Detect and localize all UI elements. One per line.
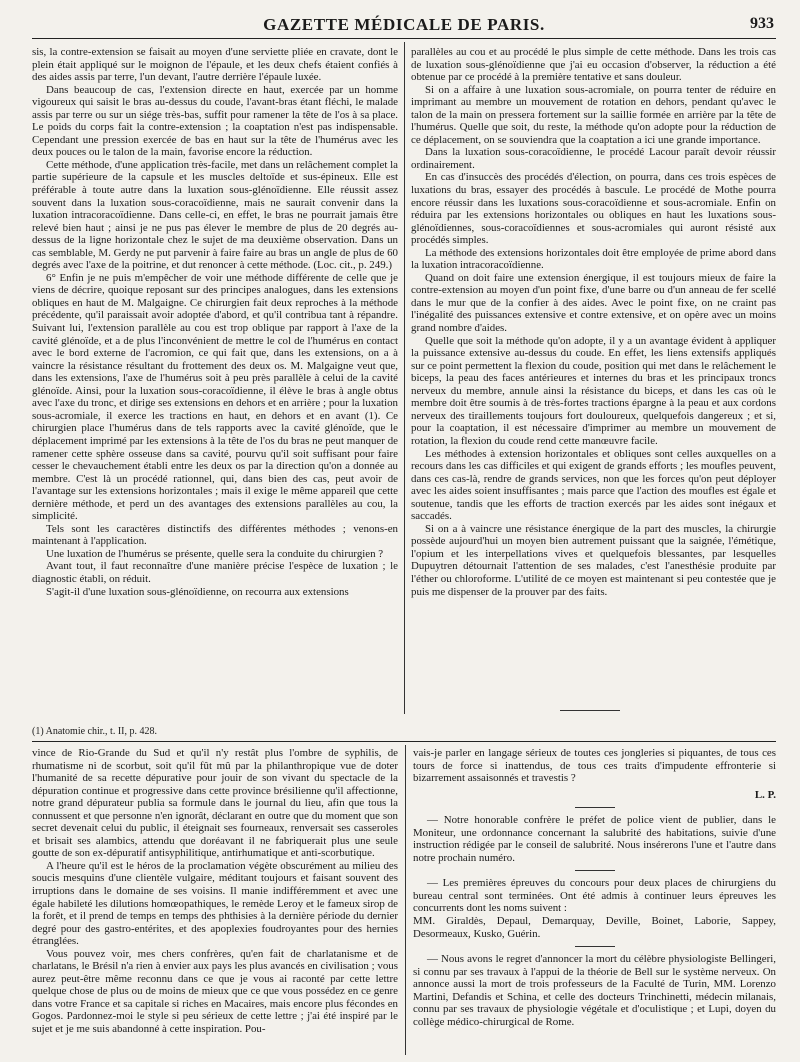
paragraph: 6° Enfin je ne puis m'empêcher de voir une méthode différente de celle que je viens de décrire, quoique reposant sur des principes analogues, dans les extensions obliques en haut de M. Malgaigne. Ce chirurgien fait deux reproches à la méthode précédente, qu'il paraissait avoir adoptée d'abord, et qu'il contribua tant à répandre. Suivant lui, l'extension parallèle au cou est trop oblique par rapport à l'axe de la cavité glénoïde, et a de plus l'inconvénient de mettre le col de l'humérus en contact avec le bord externe de l'acromion, ce qui fait que, dans les extensions, on a à vaincre la résistance résultant du frottement des deux os. M. Malgaigne veut que, dans les extensions, l'axe de l'humérus soit à peu près parallèle à celui de la cavité glénoïde. Ainsi, pour la luxation sous-coracoïdienne, il élève le bras à angle obtus avec l'axe du tronc, et dirige ses extensions en dehors et en arrière ; pour la luxation sous-acromiale, il exerce les tractions en haut, en dehors et en avant (1). Ce chirurgien place l'humérus dans de tels rapports avec la cavité glénoïde, que le déplacement imprimé par les extensions à la tête de l'os du bras ne peut manquer de ramener cette sphère osseuse dans sa cavité, pourvu qu'il soit suffisant pour faire cesser le chevauchement établi entre les deux os par la direction qu'on a donnée au membre. C'est là un procédé rationnel, qui, dans bien des cas, peut avoir de l'avantage sur les extensions horizontales ; mais il exige le même appareil que cette dernière méthode, et perd un des avantages des extensions parallèles au cou, la simplicité. bbox=[32, 271, 398, 523]
paragraph: Quand on doit faire une extension énergique, il est toujours mieux de faire la contre-extension au moyen d'un point fixe, d'une barre ou d'un anneau de fer scellé dans le mur que de la confier à des aides. Avec le point fixe, on ne craint pas l'inégalité des puissances extensive et contre extensive, et on opère avec un moins grand nombre d'aides. bbox=[411, 271, 776, 335]
paragraph: A l'heure qu'il est le héros de la proclamation végète obscurément au milieu des soucis mesquins d'une clientèle vulgaire, méditant toujours et faisant souvent des irruptions dans le domaine de ses voisins. Il manie indifféremment et avec une égale habileté les dilutions homœopathiques, le remède Leroy et le fameux sirop de la forêt, et il prend de temps en temps des phthisies à la dernière période du dernier degré pour des gastro-entérites, et des apoplexies foudroyantes pour des hernies étranglées. bbox=[32, 859, 398, 948]
paragraph: Les méthodes à extension horizontales et obliques sont celles auxquelles on a recours dans les cas difficiles et qui exigent de grands efforts ; les moufles peuvent, dans ces cas-là, rendre de grands services, non que les forces qu'on peut déployer avec les aides soient insuffisantes ; mais parce que l'action des moufles est égale et soutenue, tandis que les efforts de traction exercés par les aides sont inégaux et saccadés. bbox=[411, 447, 776, 523]
paragraph: Si on a à vaincre une résistance énergique de la part des muscles, la chirurgie possède aujourd'hui un moyen bien autrement puissant que la saignée, l'émétique, l'opium et les interpellations vives et quelquefois blessantes, par lesquelles Dupuytren détournait l'attention de ses malades, c'est l'anesthésie produite par l'éther ou chloroforme. L'utilité de ce moyen est maintenant si peu contestée que je puis me dispenser de la prouver par des faits. bbox=[411, 522, 776, 598]
paragraph: Cette méthode, d'une application très-facile, met dans un relâchement complet la partie supérieure de la capsule et les muscles deltoïde et sus-épineux. Elle est préférable à toute autre dans la luxation sous-glénoïdienne. Elle réussit assez souvent dans la luxation sous-coracoïdienne, mais ne saurait convenir dans la luxation intracoracoïdienne. Dans celle-ci, en effet, le bras ne pourrait jamais être relevé bien haut ; ainsi je ne pus pas élever le membre de plus de 20 degrés au-dessus de la ligne horizontale chez le sujet de ma deuxième observation. Dans un cas semblable, M. Gerdy ne put parvenir à faire faire au bras un angle de plus de 60 degrés avec l'axe de la poitrine, et dut renoncer à cette méthode. (Loc. cit., p. 249.) bbox=[32, 158, 398, 272]
paragraph: Une luxation de l'humérus se présente, quelle sera la conduite du chirurgien ? bbox=[46, 547, 384, 560]
page-number: 933 bbox=[750, 15, 774, 32]
bottom-right-column bbox=[413, 747, 776, 1052]
column-divider bbox=[404, 42, 405, 714]
section-separator bbox=[32, 741, 776, 742]
journal-title: GAZETTE MÉDICALE DE PARIS. bbox=[263, 15, 545, 34]
paragraph: parallèles au cou et au procédé le plus simple de cette méthode. Dans les trois cas de luxation sous-glénoïdienne que j'ai eu occasion d'observer, la réduction a été obtenue par ce procédé à la première tentative et sans douleur. bbox=[411, 46, 776, 84]
signature: L. P. bbox=[754, 788, 776, 801]
footnote: (1) Anatomie chir., t. II, p. 428. bbox=[32, 726, 157, 737]
paragraph: La méthode des extensions horizontales doit être employée de prime abord dans la luxation intracoracoïdienne. bbox=[411, 246, 776, 272]
paragraph: Tels sont les caractères distinctifs des différentes méthodes ; venons-en maintenant à l'application. bbox=[32, 522, 398, 548]
top-right-column bbox=[411, 46, 776, 706]
bottom-left-column bbox=[32, 747, 398, 1052]
paragraph: Quelle que soit la méthode qu'on adopte, il y a un avantage évident à appliquer la puissance extensive au-dessus du coude. En effet, les liens extensifs appliqués sur ce point permettent la flexion du coude, position qui met dans le relâchement le biceps, la peau des faces antérieures et internes du bras et les principaux troncs nerveux du membre, annule ainsi la résistance du biceps, et dans les cas où le membre doit être soumis à de très-fortes tractions épargne à la peau et aux cordons nerveux des tiraillements toujours fort douloureux, quelquefois dangereux ; et si, pour la coaptation, il est nécessaire d'imprimer au membre un mouvement de rotation, la flexion du coude rend cette manœuvre facile. bbox=[411, 334, 776, 447]
paragraph: Si on a affaire à une luxation sous-acromiale, on pourra tenter de réduire en imprimant au membre un mouvement de rotation en dehors, pendant qu'avec le talon de la main on pressera fortement sur la saillie formée en arrière par la tête de l'humérus. Quelle que soit, du reste, la méthode qu'on adopte pour la réduction de ce déplacement, on se souviendra que la coaptation a ici une grande importance. bbox=[411, 83, 776, 146]
column-divider bbox=[405, 745, 406, 1055]
paragraph: Avant tout, il faut reconnaître d'une manière précise l'espèce de luxation ; le diagnostic établi, on réduit. bbox=[32, 560, 398, 585]
paragraph: sis, la contre-extension se faisait au moyen d'une serviette pliée en cravate, dont le plein était appliqué sur le moignon de l'épaule, et les deux chefs étaient confiés à des aides assis par terre, l'un devant, l'autre derrière l'épaule luxée. bbox=[32, 46, 398, 84]
news-item: — Les premières épreuves du concours pour deux places de chirurgiens du bureau central sont terminées. Ont été admis à continuer leurs épreuves les concurrents dont les noms suivent : bbox=[413, 877, 776, 915]
page-header bbox=[32, 12, 776, 39]
news-item: MM. Giraldès, Depaul, Demarquay, Deville, Boinet, Laborie, Sappey, Desormeaux, Kusko, Guérin. bbox=[413, 915, 776, 940]
article-end-rule bbox=[560, 710, 620, 711]
paragraph: Dans beaucoup de cas, l'extension directe en haut, exercée par un homme vigoureux qui saisit le bras au-dessus du coude, l'avant-bras étant fléchi, le malade assis par terre ou sur un siége très-bas, suffit pour ramener la tête de l'os à sa place. Le poids du corps fait la contre-extension ; la coaptation n'est pas indispensable. Cependant une pression exercée de bas en haut sur la tête de l'humérus avec les deux pouces ou le talon de la main, favorise encore la réduction. bbox=[32, 83, 398, 159]
paragraph: Dans la luxation sous-coracoïdienne, le procédé Lacour paraît devoir réussir ordinairement. bbox=[411, 146, 776, 171]
news-separator bbox=[575, 946, 615, 947]
news-item: — Nous avons le regret d'annoncer la mort du célèbre physiologiste Bellingeri, si connu par ses travaux à l'appui de la théorie de Bell sur le système nerveux. On annonce aussi la mort de trois professeurs de la Faculté de Turin, MM. Lorenzo Martini, Defandis et Schina, et celle des docteurs Trinchinetti, médecin milanais, connu par ses travaux de physiologie végétale et d'oculistique ; et Lupi, doyen du collège médico-chirurgical de Rome. bbox=[413, 953, 776, 1028]
news-separator bbox=[575, 870, 615, 871]
paragraph: S'agit-il d'une luxation sous-glénoïdienne, on recourra aux extensions bbox=[46, 585, 349, 598]
paragraph: Vous pouvez voir, mes chers confrères, qu'en fait de charlatanisme et de charlatans, le Brésil n'a rien à envier aux pays les plus avancés en civilisation ; vous aurez peut-être même reconnu dans ce que je vous ai raconté par cette lettre quelque chose de plus ou de moins de mieux que ce que vous possédez en ce genre dans votre France et sa capitale si riches en Macaires, mais encore plus fécondes en Gogos. Pardonnez-moi le style si peu sérieux de cette lettre ; j'ai été inspiré par le sujet et je me suis abandonné à cette inspiration. Pou- bbox=[32, 947, 398, 1036]
news-item: — Notre honorable confrère le préfet de police vient de publier, dans le Moniteur, une ordonnance concernant la salubrité des habitations, suivie d'une instruction rédigée par le conseil de salubrité. Nous insérerons l'une et l'autre dans notre prochain numéro. bbox=[413, 814, 776, 864]
news-separator bbox=[575, 807, 615, 808]
paragraph: En cas d'insuccès des procédés d'élection, on pourra, dans ces trois espèces de luxations du bras, essayer des procédés à bascule. Le procédé de Mothe pourra encore réussir dans les luxations sous-coracoïdienne et sous-acromiale. Enfin on réduira par les extensions horizontales ou obliques en haut les luxations sous-glénoïdiennes, sous-coracoïdiennes et sous-acromiales qui auront résisté aux procédés simples. bbox=[411, 171, 776, 247]
paragraph: vince de Rio-Grande du Sud et qu'il n'y restât plus l'ombre de syphilis, de rhumatisme ni de scorbut, soit qu'il fût mû par la philanthropique vue de doter l'humanité de sa recette dépurative pour jouir de son vivant du spectacle de la dépuration continue et progressive dans cette province brésilienne qu'il affectionne, notre grand dépurateur publia sa formule dans le journal du lieu, afin que tous la connussent et que personne n'en ignorât, déclarant en outre que du moment que son secret devenait celui du public, il éteignait ses fourneaux, renversait ses casseroles et brisait ses alambics, attendu que doréavant il ne fabriquerait plus une seule goutte de son ex-dépuratif antisyphilitique, antirhumatique et anti-scorbutique. bbox=[32, 747, 398, 860]
letter-end: vais-je parler en langage sérieux de toutes ces jongleries si piquantes, de tous ces tours de force si inattendus, de tous ces traits d'impudente effronterie si bizarrement assaisonnés et travestis ? bbox=[413, 747, 776, 785]
top-left-column bbox=[32, 46, 398, 726]
